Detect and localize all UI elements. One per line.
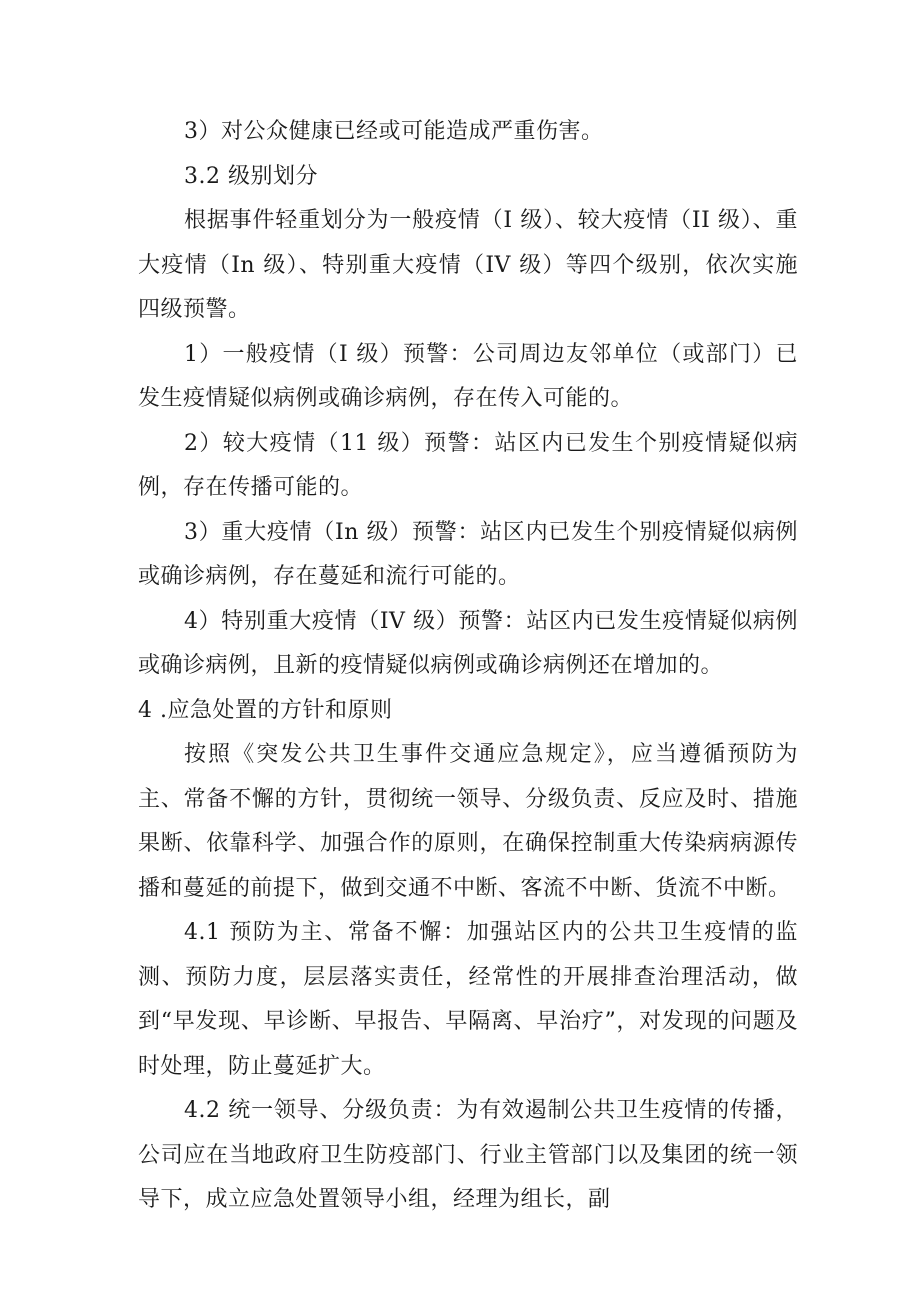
paragraph-principles-overview: 按照《突发公共卫生事件交通应急规定》，应当遵循预防为主、常备不懈的方针，贯彻统一领导、分级负责、反应及时、措施果断、依靠科学、加强合作的原则，在确保控制重大传染病病源传播和蔓延的前提下，做到交通不中断、客流不中断、货流不中断。 xyxy=(138,742,798,901)
paragraph-level-overview: 根据事件轻重划分为一般疫情（I 级）、较大疫情（II 级）、重大疫情（In 级）、特别重大疫情（IV 级）等四个级别，依次实施四级预警。 xyxy=(138,208,798,322)
paragraph-level-2-warning: 2）较大疫情（11 级）预警：站区内已发生个别疫情疑似病例，存在传播可能的。 xyxy=(138,430,798,500)
section-heading-principles: 4 .应急处置的方针和原则 xyxy=(138,697,393,723)
paragraph-public-health-harm: 3）对公众健康已经或可能造成严重伤害。 xyxy=(184,119,604,144)
paragraph-level-3-warning: 3）重大疫情（In 级）预警：站区内已发生个别疫情疑似病例或确诊病例，存在蔓延和流行可能的。 xyxy=(138,519,798,589)
document-body xyxy=(138,110,798,1223)
paragraph-level-1-warning: 1）一般疫情（I 级）预警：公司周边友邻单位（或部门）已发生疫情疑似病例或确诊病例，存在传入可能的。 xyxy=(138,341,798,411)
paragraph-level-4-warning: 4）特别重大疫情（IV 级）预警：站区内已发生疫情疑似病例或确诊病例，且新的疫情疑似病例或确诊病例还在增加的。 xyxy=(138,608,798,678)
paragraph-prevention-first: 4.1 预防为主、常备不懈：加强站区内的公共卫生疫情的监测、预防力度，层层落实责任，经常性的开展排查治理活动，做到“早发现、早诊断、早报告、早隔离、早治疗”，对发现的问题及时处理，防止蔓延扩大。 xyxy=(138,920,798,1079)
paragraph-unified-leadership: 4.2 统一领导、分级负责：为有效遏制公共卫生疫情的传播，公司应在当地政府卫生防疫部门、行业主管部门以及集团的统一领导下，成立应急处置领导小组，经理为组长，副 xyxy=(138,1098,798,1212)
section-heading-level-division: 3.2 级别划分 xyxy=(184,163,318,189)
